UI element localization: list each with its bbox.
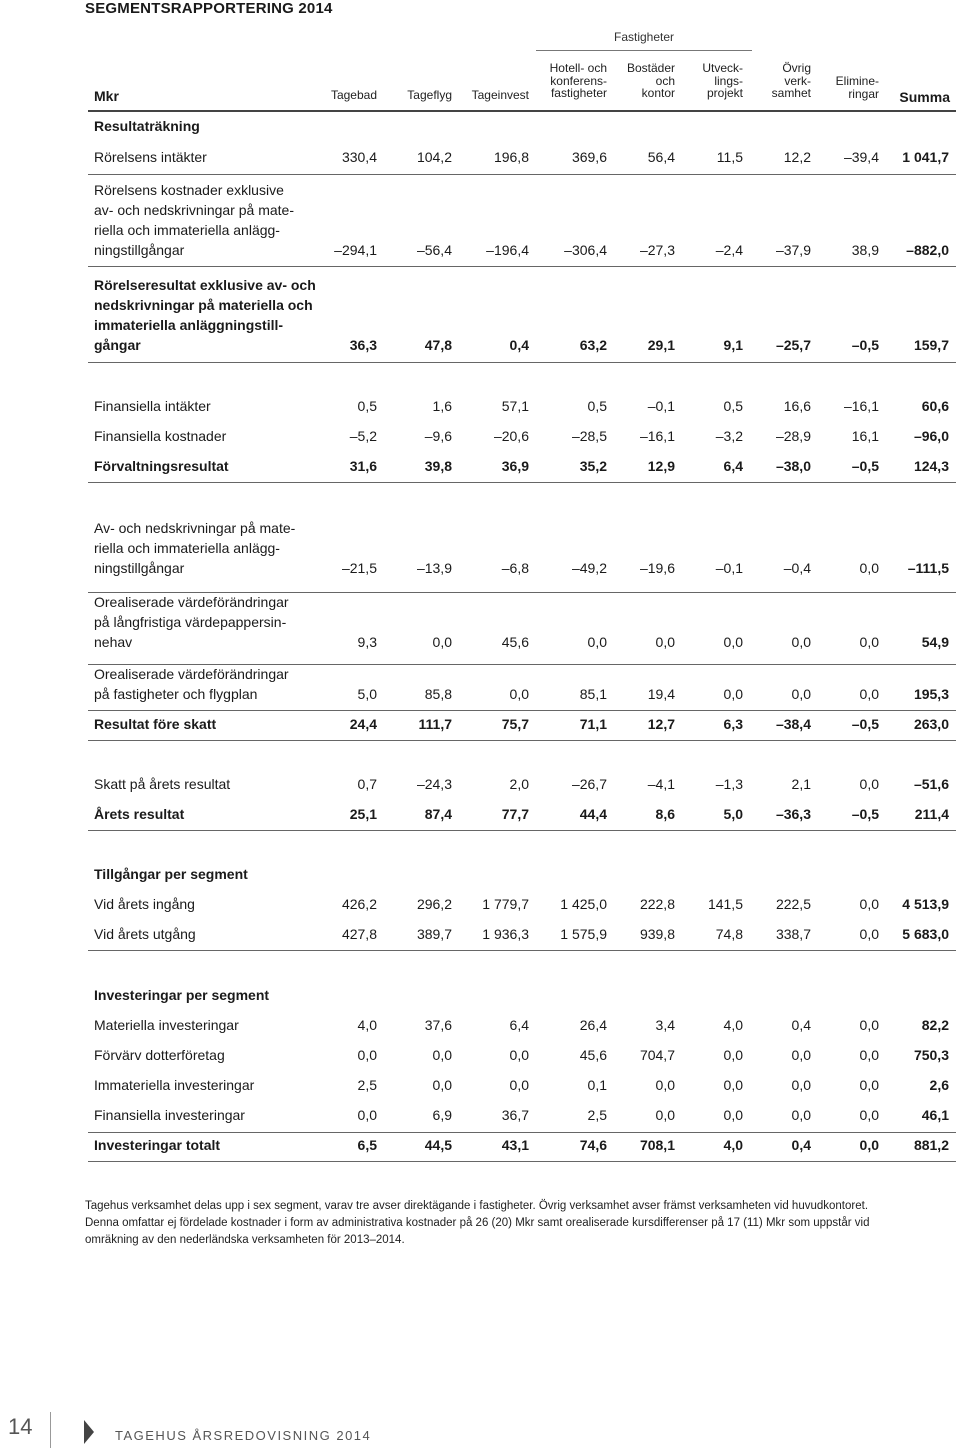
cell-value: 29,1: [647, 337, 675, 353]
cell-value: 6,4: [723, 458, 743, 474]
unit-header: Mkr: [94, 88, 119, 104]
cell-value: 19,4: [647, 686, 675, 702]
cell-value: 16,1: [851, 428, 879, 444]
table-row: [0, 985, 960, 1005]
cell-value: –37,9: [775, 242, 811, 258]
cell-value: 85,1: [579, 686, 607, 702]
cell-value: 45,6: [501, 634, 529, 650]
cell-value: 85,8: [424, 686, 452, 702]
cell-value: –4,1: [647, 776, 675, 792]
row-label: Finansiella kostnader: [94, 428, 227, 444]
cell-value: 71,1: [579, 716, 607, 732]
table-row: [0, 1015, 960, 1035]
cell-value: 1 425,0: [560, 896, 607, 912]
cell-value: 0,0: [723, 1077, 743, 1093]
cell-value: –0,5: [851, 458, 879, 474]
cell-value: 0,0: [509, 1047, 529, 1063]
cell-value: –196,4: [486, 242, 529, 258]
cell-value: –3,2: [715, 428, 743, 444]
table-row: [0, 894, 960, 914]
row-rule: [88, 1132, 956, 1133]
cell-value: –306,4: [564, 242, 607, 258]
cell-value: 0,0: [859, 686, 879, 702]
row-label: Investeringar totalt: [94, 1137, 221, 1153]
cell-value: –2,4: [715, 242, 743, 258]
cell-value: 1 575,9: [560, 926, 607, 942]
cell-value: 75,7: [501, 716, 529, 732]
cell-value: 12,9: [647, 458, 675, 474]
cell-value: 0,0: [655, 1077, 675, 1093]
cell-value: –38,4: [775, 716, 811, 732]
cell-value: 74,8: [715, 926, 743, 942]
cell-value: –13,9: [416, 560, 452, 576]
col-header-tagebad: Tagebad: [330, 88, 377, 102]
cell-summa: 124,3: [913, 458, 949, 474]
row-label: Skatt på årets resultat: [94, 776, 231, 792]
table-row: [0, 182, 960, 260]
cell-value: 9,3: [357, 634, 377, 650]
cell-value: 0,0: [357, 1047, 377, 1063]
cell-summa: 263,0: [913, 716, 949, 732]
cell-value: 104,2: [416, 149, 452, 165]
cell-value: 44,4: [579, 806, 607, 822]
cell-value: –39,4: [843, 149, 879, 165]
publication-name: TAGEHUS ÅRSREDOVISNING 2014: [115, 1428, 372, 1443]
cell-value: 111,7: [418, 716, 452, 732]
col-header-hotell: Hotell- och konferens- fastigheter: [549, 61, 607, 100]
cell-value: 8,6: [655, 806, 675, 822]
table-row: [0, 1075, 960, 1095]
cell-value: –20,6: [493, 428, 529, 444]
cell-value: 2,5: [357, 1077, 377, 1093]
col-header-utveckling: Utveck- lings- projekt: [702, 61, 743, 100]
cell-value: 6,3: [723, 716, 743, 732]
cell-value: 389,7: [416, 926, 452, 942]
row-rule: [88, 1161, 956, 1162]
row-rule: [88, 710, 956, 711]
cell-value: 0,0: [859, 1107, 879, 1123]
cell-value: 74,6: [579, 1137, 607, 1153]
cell-value: –24,3: [416, 776, 452, 792]
cell-value: 87,4: [424, 806, 452, 822]
cell-summa: 195,3: [913, 686, 949, 702]
col-header-ovrig: Övrig verk- samhet: [771, 61, 811, 100]
cell-value: 704,7: [639, 1047, 675, 1063]
row-label: Rörelsens intäkter: [94, 149, 207, 165]
cell-value: –294,1: [334, 242, 377, 258]
cell-summa: 82,2: [921, 1017, 949, 1033]
triangle-arrow-icon: [84, 1420, 94, 1444]
cell-value: 0,7: [357, 776, 377, 792]
cell-value: 0,4: [791, 1137, 811, 1153]
row-label: Orealiserade värdeförändringar på långfristiga värdepappersin- nehav: [94, 594, 289, 650]
row-label: Årets resultat: [94, 806, 185, 822]
table-row: [0, 116, 960, 136]
cell-value: –28,5: [571, 428, 607, 444]
cell-value: 141,5: [707, 896, 743, 912]
table-row: [0, 277, 960, 355]
cell-value: 24,4: [349, 716, 377, 732]
cell-value: 16,6: [783, 398, 811, 414]
row-label: Immateriella investeringar: [94, 1077, 255, 1093]
cell-value: 0,0: [859, 776, 879, 792]
cell-value: 1,6: [432, 398, 452, 414]
cell-value: 56,4: [647, 149, 675, 165]
cell-value: 2,5: [587, 1107, 607, 1123]
cell-value: 296,2: [416, 896, 452, 912]
cell-value: 0,0: [791, 1047, 811, 1063]
cell-value: –0,5: [851, 806, 879, 822]
cell-value: –25,7: [775, 337, 811, 353]
table-row: [0, 396, 960, 416]
footer-divider: [50, 1412, 51, 1448]
cell-value: 4,0: [357, 1017, 377, 1033]
cell-value: 39,8: [424, 458, 452, 474]
cell-value: –0,5: [851, 337, 879, 353]
cell-value: 9,1: [723, 337, 743, 353]
row-label: Vid årets utgång: [94, 926, 196, 942]
cell-value: 222,5: [775, 896, 811, 912]
cell-value: 0,0: [655, 634, 675, 650]
table-row: [0, 864, 960, 884]
cell-value: –38,0: [775, 458, 811, 474]
row-label: Rörelsens kostnader exklusive av- och nedskrivningar på mate- riella och immateriella anlägg- ningstillgångar: [94, 182, 294, 258]
row-rule: [88, 266, 956, 267]
col-header-summa: Summa: [899, 89, 950, 105]
row-rule: [88, 664, 956, 665]
cell-summa: 211,4: [914, 806, 949, 822]
cell-summa: 881,2: [913, 1137, 949, 1153]
cell-value: 44,5: [424, 1137, 452, 1153]
cell-value: 0,0: [432, 634, 452, 650]
cell-value: 2,0: [509, 776, 529, 792]
cell-value: 0,0: [587, 634, 607, 650]
row-rule: [88, 950, 956, 951]
cell-summa: 2,6: [929, 1077, 949, 1093]
cell-summa: –882,0: [906, 242, 949, 258]
page-title: SEGMENTSRAPPORTERING 2014: [85, 0, 333, 17]
table-row: [0, 774, 960, 794]
table-row: [0, 1105, 960, 1125]
cell-summa: –51,6: [913, 776, 949, 792]
table-row: [0, 804, 960, 824]
cell-value: 0,0: [859, 896, 879, 912]
cell-value: –0,1: [715, 560, 743, 576]
cell-value: 330,4: [341, 149, 377, 165]
cell-value: 12,2: [783, 149, 811, 165]
cell-value: 426,2: [341, 896, 377, 912]
cell-value: 939,8: [639, 926, 675, 942]
cell-value: –36,3: [775, 806, 811, 822]
cell-value: –16,1: [639, 428, 675, 444]
row-rule: [88, 830, 956, 831]
page-number: 14: [8, 1414, 33, 1439]
col-header-tageinvest: Tageinvest: [471, 88, 529, 102]
table-row: [0, 456, 960, 476]
row-label: Förvärv dotterföretag: [94, 1047, 225, 1063]
cell-value: 0,4: [791, 1017, 811, 1033]
cell-value: 12,7: [647, 716, 675, 732]
cell-value: –0,1: [647, 398, 675, 414]
cell-value: 3,4: [655, 1017, 675, 1033]
cell-value: –28,9: [775, 428, 811, 444]
row-label: Finansiella intäkter: [94, 398, 211, 414]
fastigheter-group-header: Fastigheter: [536, 30, 752, 51]
cell-value: 35,2: [579, 458, 607, 474]
table-row: [0, 924, 960, 944]
cell-value: –49,2: [571, 560, 607, 576]
row-label: Orealiserade värdeförändringar på fastigheter och flygplan: [94, 666, 289, 702]
row-label: Finansiella investeringar: [94, 1107, 245, 1123]
cell-value: 0,0: [432, 1047, 452, 1063]
table-row: [0, 714, 960, 734]
cell-value: 38,9: [851, 242, 879, 258]
section-heading: Tillgångar per segment: [94, 866, 248, 882]
cell-value: –19,6: [639, 560, 675, 576]
cell-value: 0,4: [509, 337, 529, 353]
cell-value: 0,5: [357, 398, 377, 414]
cell-value: –6,8: [501, 560, 529, 576]
cell-value: –56,4: [416, 242, 452, 258]
cell-value: 0,0: [859, 1017, 879, 1033]
cell-value: 0,0: [723, 686, 743, 702]
cell-value: 4,0: [723, 1137, 743, 1153]
cell-value: 0,0: [859, 560, 879, 576]
cell-value: 4,0: [723, 1017, 743, 1033]
cell-value: 6,5: [357, 1137, 377, 1153]
cell-value: –1,3: [715, 776, 743, 792]
cell-value: 0,0: [859, 1077, 879, 1093]
row-label: Resultat före skatt: [94, 716, 217, 732]
cell-value: 1 779,7: [482, 896, 529, 912]
cell-value: 26,4: [579, 1017, 607, 1033]
row-rule: [88, 362, 956, 363]
cell-summa: –96,0: [913, 428, 949, 444]
row-label: Av- och nedskrivningar på mate- riella och immateriella anlägg- ningstillgångar: [94, 520, 296, 576]
row-rule: [88, 482, 956, 483]
table-row: [0, 520, 960, 578]
row-rule: [88, 174, 956, 175]
cell-value: 77,7: [501, 806, 529, 822]
cell-value: 37,6: [424, 1017, 452, 1033]
cell-value: 369,6: [571, 149, 607, 165]
cell-value: 0,5: [587, 398, 607, 414]
cell-value: 36,7: [501, 1107, 529, 1123]
cell-value: 0,1: [587, 1077, 607, 1093]
cell-summa: 60,6: [921, 398, 949, 414]
cell-summa: 750,3: [913, 1047, 949, 1063]
cell-summa: 5 683,0: [902, 926, 949, 942]
cell-value: –16,1: [843, 398, 879, 414]
table-row: [0, 147, 960, 167]
cell-value: 36,9: [501, 458, 529, 474]
cell-value: –27,3: [639, 242, 675, 258]
cell-value: 0,0: [859, 1047, 879, 1063]
cell-value: 47,8: [424, 337, 452, 353]
cell-value: 222,8: [639, 896, 675, 912]
table-row: [0, 426, 960, 446]
footnote: Tagehus verksamhet delas upp i sex segment, varav tre avser direktägande i fastigheter. Övrig verksamhet avser främst verksamheten vid huvudkontoret. Denna omfattar ej fördelade kostnader i form av administrativa kostnader på 26 (20) Mkr samt orealiserade kursdifferenser på 17 (11) Mkr som uppstår vid omräkning av den nederländska verksamheten för 2013–2014.: [85, 1200, 870, 1246]
cell-value: 31,6: [349, 458, 377, 474]
cell-value: 708,1: [639, 1137, 675, 1153]
table-row: [0, 1135, 960, 1155]
table-row: [0, 594, 960, 652]
cell-value: 0,0: [859, 634, 879, 650]
table-row: [0, 1045, 960, 1065]
cell-value: 2,1: [791, 776, 811, 792]
cell-value: –0,4: [783, 560, 811, 576]
cell-value: 0,0: [791, 686, 811, 702]
row-label: Förvaltningsresultat: [94, 458, 229, 474]
row-rule: [88, 592, 956, 593]
cell-value: 196,8: [493, 149, 529, 165]
cell-summa: 4 513,9: [902, 896, 949, 912]
cell-summa: 1 041,7: [902, 149, 949, 165]
cell-value: –9,6: [424, 428, 452, 444]
cell-summa: 54,9: [921, 634, 949, 650]
col-header-bostader: Bostäder och kontor: [626, 61, 675, 100]
cell-value: 0,0: [509, 686, 529, 702]
cell-value: 5,0: [723, 806, 743, 822]
cell-value: 427,8: [341, 926, 377, 942]
cell-value: 6,9: [432, 1107, 452, 1123]
cell-value: 0,0: [859, 926, 879, 942]
cell-value: –0,5: [851, 716, 879, 732]
cell-value: 0,0: [723, 1047, 743, 1063]
cell-value: 36,3: [349, 337, 377, 353]
col-header-tageflyg: Tageflyg: [407, 88, 452, 102]
cell-summa: 46,1: [921, 1107, 949, 1123]
cell-value: 25,1: [349, 806, 377, 822]
section-heading: Resultaträkning: [94, 118, 200, 134]
cell-summa: –111,5: [907, 560, 949, 576]
row-rule: [88, 740, 956, 741]
row-label: Rörelseresultat exklusive av- och nedskrivningar på materiella och immateriella anläggningstill- gångar: [94, 277, 316, 353]
cell-value: 0,0: [791, 634, 811, 650]
cell-value: –21,5: [341, 560, 377, 576]
cell-value: 11,5: [716, 149, 743, 165]
cell-value: 0,0: [723, 1107, 743, 1123]
cell-value: 0,0: [791, 1107, 811, 1123]
cell-value: 1 936,3: [482, 926, 529, 942]
row-label: Vid årets ingång: [94, 896, 195, 912]
row-label: Materiella investeringar: [94, 1017, 239, 1033]
cell-value: –5,2: [349, 428, 377, 444]
cell-value: 0,0: [655, 1107, 675, 1123]
cell-value: –26,7: [571, 776, 607, 792]
cell-summa: 159,7: [913, 337, 949, 353]
cell-value: 45,6: [579, 1047, 607, 1063]
cell-value: 0,0: [791, 1077, 811, 1093]
cell-value: 43,1: [501, 1137, 529, 1153]
col-header-elimineringar: Elimine- ringar: [835, 74, 879, 101]
cell-value: 0,0: [432, 1077, 452, 1093]
cell-value: 338,7: [775, 926, 811, 942]
section-heading: Investeringar per segment: [94, 987, 270, 1003]
cell-value: 5,0: [357, 686, 377, 702]
cell-value: 0,0: [723, 634, 743, 650]
cell-value: 0,0: [859, 1137, 879, 1153]
table-row: [0, 666, 960, 704]
cell-value: 63,2: [579, 337, 607, 353]
cell-value: 0,5: [723, 398, 743, 414]
cell-value: 6,4: [509, 1017, 529, 1033]
cell-value: 0,0: [509, 1077, 529, 1093]
cell-value: 57,1: [501, 398, 529, 414]
cell-value: 0,0: [357, 1107, 377, 1123]
header-rule: [88, 110, 956, 112]
